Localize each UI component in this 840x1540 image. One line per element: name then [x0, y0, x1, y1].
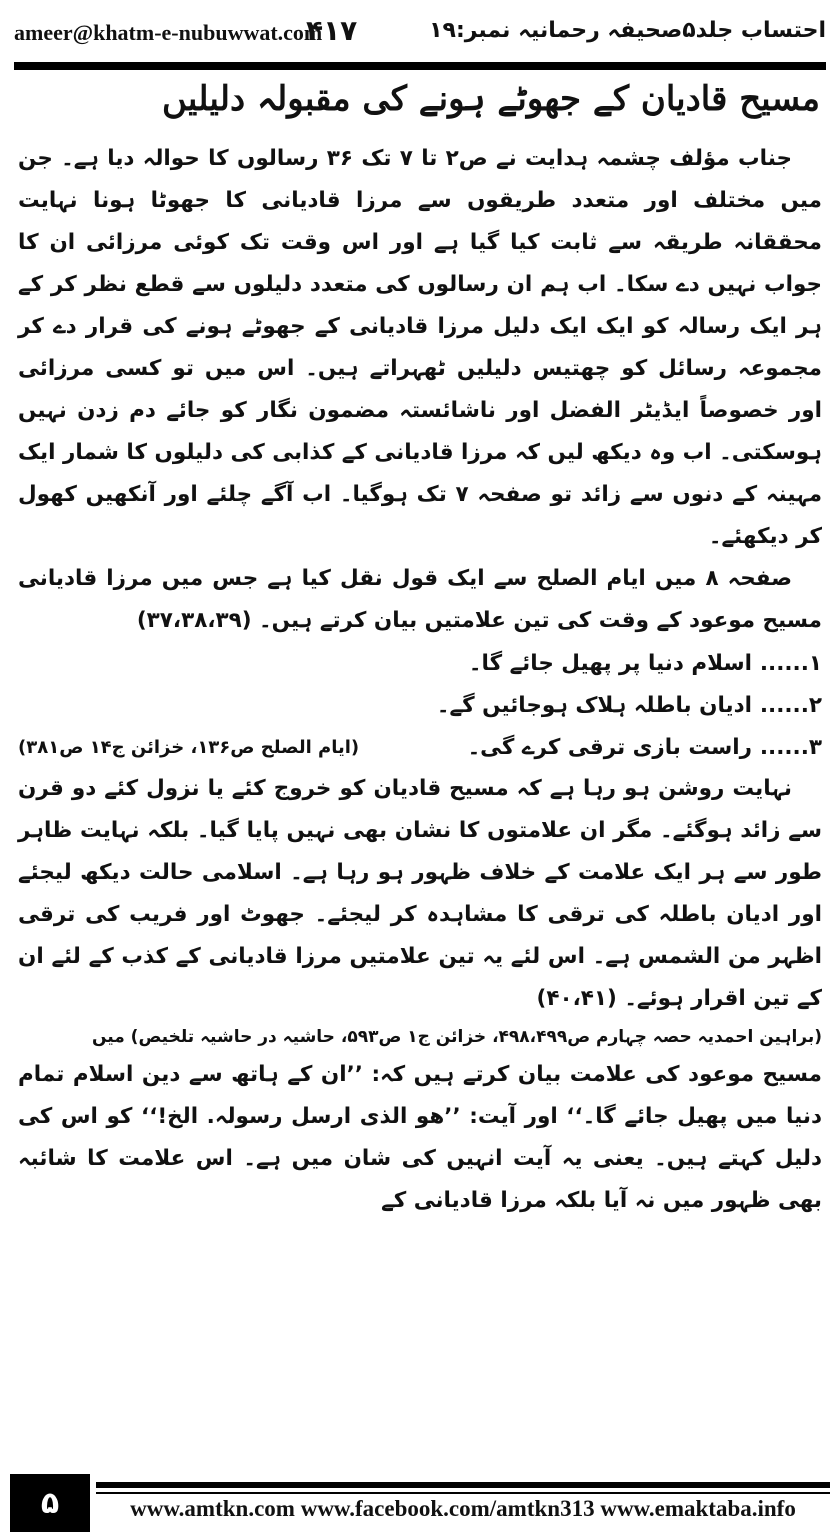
signs-list: [18, 642, 822, 768]
paragraph: جناب مؤلف چشمہ ہدایت نے ص۲ تا ۷ تک ۳۶ رسالوں کا حوالہ دیا ہے۔ جن میں مختلف اور متعدد طریقوں سے مرزا قادیانی کا جھوٹا ہونا نہایت محققانہ طریقہ سے ثابت کیا گیا ہے اور اس وقت تک کوئی مرزائی ان کا جواب نہیں دے سکا۔ اب ہم ان رسالوں کی متعدد دلیلوں سے قطع نظر کر کے ہر ایک رسالہ کو ایک ایک دلیل مرزا قادیانی کے جھوٹے ہونے کی قرار دے کر مجموعہ رسائل کو چھتیس دلیلیں ٹھہراتے ہیں۔ اس میں تو کسی مرزائی اور خصوصاً ایڈیٹر الفضل اور ناشائستہ مضمون نگار کو جائے دم زدن نہیں ہوسکتی۔ اب وہ دیکھ لیں کہ مرزا قادیانی کے کذابی کی دلیلوں کا شمار ایک مہینہ کے دنوں سے زائد تو صفحہ ۷ تک ہوگیا۔ اب آگے چلئے اور آنکھیں کھول کر دیکھئے۔: [18, 146, 823, 549]
list-item-text: راست بازی ترقی کرے گی۔: [467, 734, 752, 760]
footer-rule: [96, 1492, 830, 1494]
header-rule: [14, 62, 826, 70]
header-journal-title: احتساب جلد۵صحیفہ رحمانیہ نمبر:۱۹: [429, 18, 826, 43]
paragraph: مسیح موعود کی علامت بیان کرتے ہیں کہ: ’’ان کے ہاتھ سے دین اسلام تمام دنیا میں پھیل جائے گا۔‘‘ اور آیت: ’’ھو الذی ارسل رسولہ. الخ!‘‘ کو اس کی دلیل کہتے ہیں۔ یعنی یہ آیت انہیں کی شان میں ہے۔ اس علامت کا شائبہ بھی ظہور میں نہ آیا بلکہ مرزا قادیانی کے: [18, 1062, 822, 1213]
footer-band: [96, 1482, 830, 1532]
body-text: [18, 138, 822, 1222]
list-item-text: ادیان باطلہ ہلاک ہوجائیں گے۔: [436, 692, 752, 718]
list-item-text: اسلام دنیا پر پھیل جائے گا۔: [468, 650, 752, 676]
header-page-number: ۴۱۷: [306, 14, 358, 47]
list-item-reference: (ایام الصلح ص۱۳۶، خزائن ج۱۴ ص۳۸۱): [18, 736, 360, 758]
list-item: [18, 642, 822, 684]
header-email: ameer@khatm-e-nubuwwat.com: [14, 20, 323, 45]
list-item: [18, 684, 822, 726]
reference-line: (براہین احمدیہ حصہ چہارم ص۴۹۸،۴۹۹، خزائن ج۱ ص۵۹۳، حاشیہ در حاشیہ تلخیص) میں: [92, 1027, 822, 1047]
list-item-number: ۲......: [759, 692, 822, 718]
list-item: [18, 726, 822, 768]
paragraph: نہایت روشن ہو رہا ہے کہ مسیح قادیان کو خروج کئے یا نزول کئے دو قرن سے زائد ہوگئے۔ مگر ان علامتوں کا نشان بھی نہیں پایا گیا۔ بلکہ نہایت ظاہر طور سے ہر ایک علامت کے خلاف ظہور ہو رہا ہے۔ اسلامی حالت دیکھ لیجئے اور ادیان باطلہ کی ترقی کا مشاہدہ کر لیجئے۔ جھوٹ اور فریب کی ترقی اظہر من الشمس ہے۔ اس لئے یہ تین علامتیں مرزا قادیانی کے کذب کے لئے ان کے تین اقرار ہوئے۔ (۴۰،۴۱): [18, 776, 822, 1011]
list-item-number: ۱......: [759, 650, 822, 676]
list-item-number: ۳......: [759, 734, 822, 760]
footer-page-number: ۵: [10, 1474, 90, 1532]
page-footer: [10, 1474, 830, 1532]
page-header: [14, 14, 826, 54]
section-title: مسیح قادیان کے جھوٹے ہونے کی مقبولہ دلیلیں: [162, 79, 820, 119]
footer-rule: [96, 1482, 830, 1488]
footer-urls: www.amtkn.com www.facebook.com/amtkn313 www.emaktaba.info: [130, 1496, 796, 1521]
paragraph: صفحہ ۸ میں ایام الصلح سے ایک قول نقل کیا ہے جس میں مرزا قادیانی مسیح موعود کے وقت کی تین علامتیں بیان کرتے ہیں۔ (۳۷،۳۸،۳۹): [18, 566, 822, 633]
